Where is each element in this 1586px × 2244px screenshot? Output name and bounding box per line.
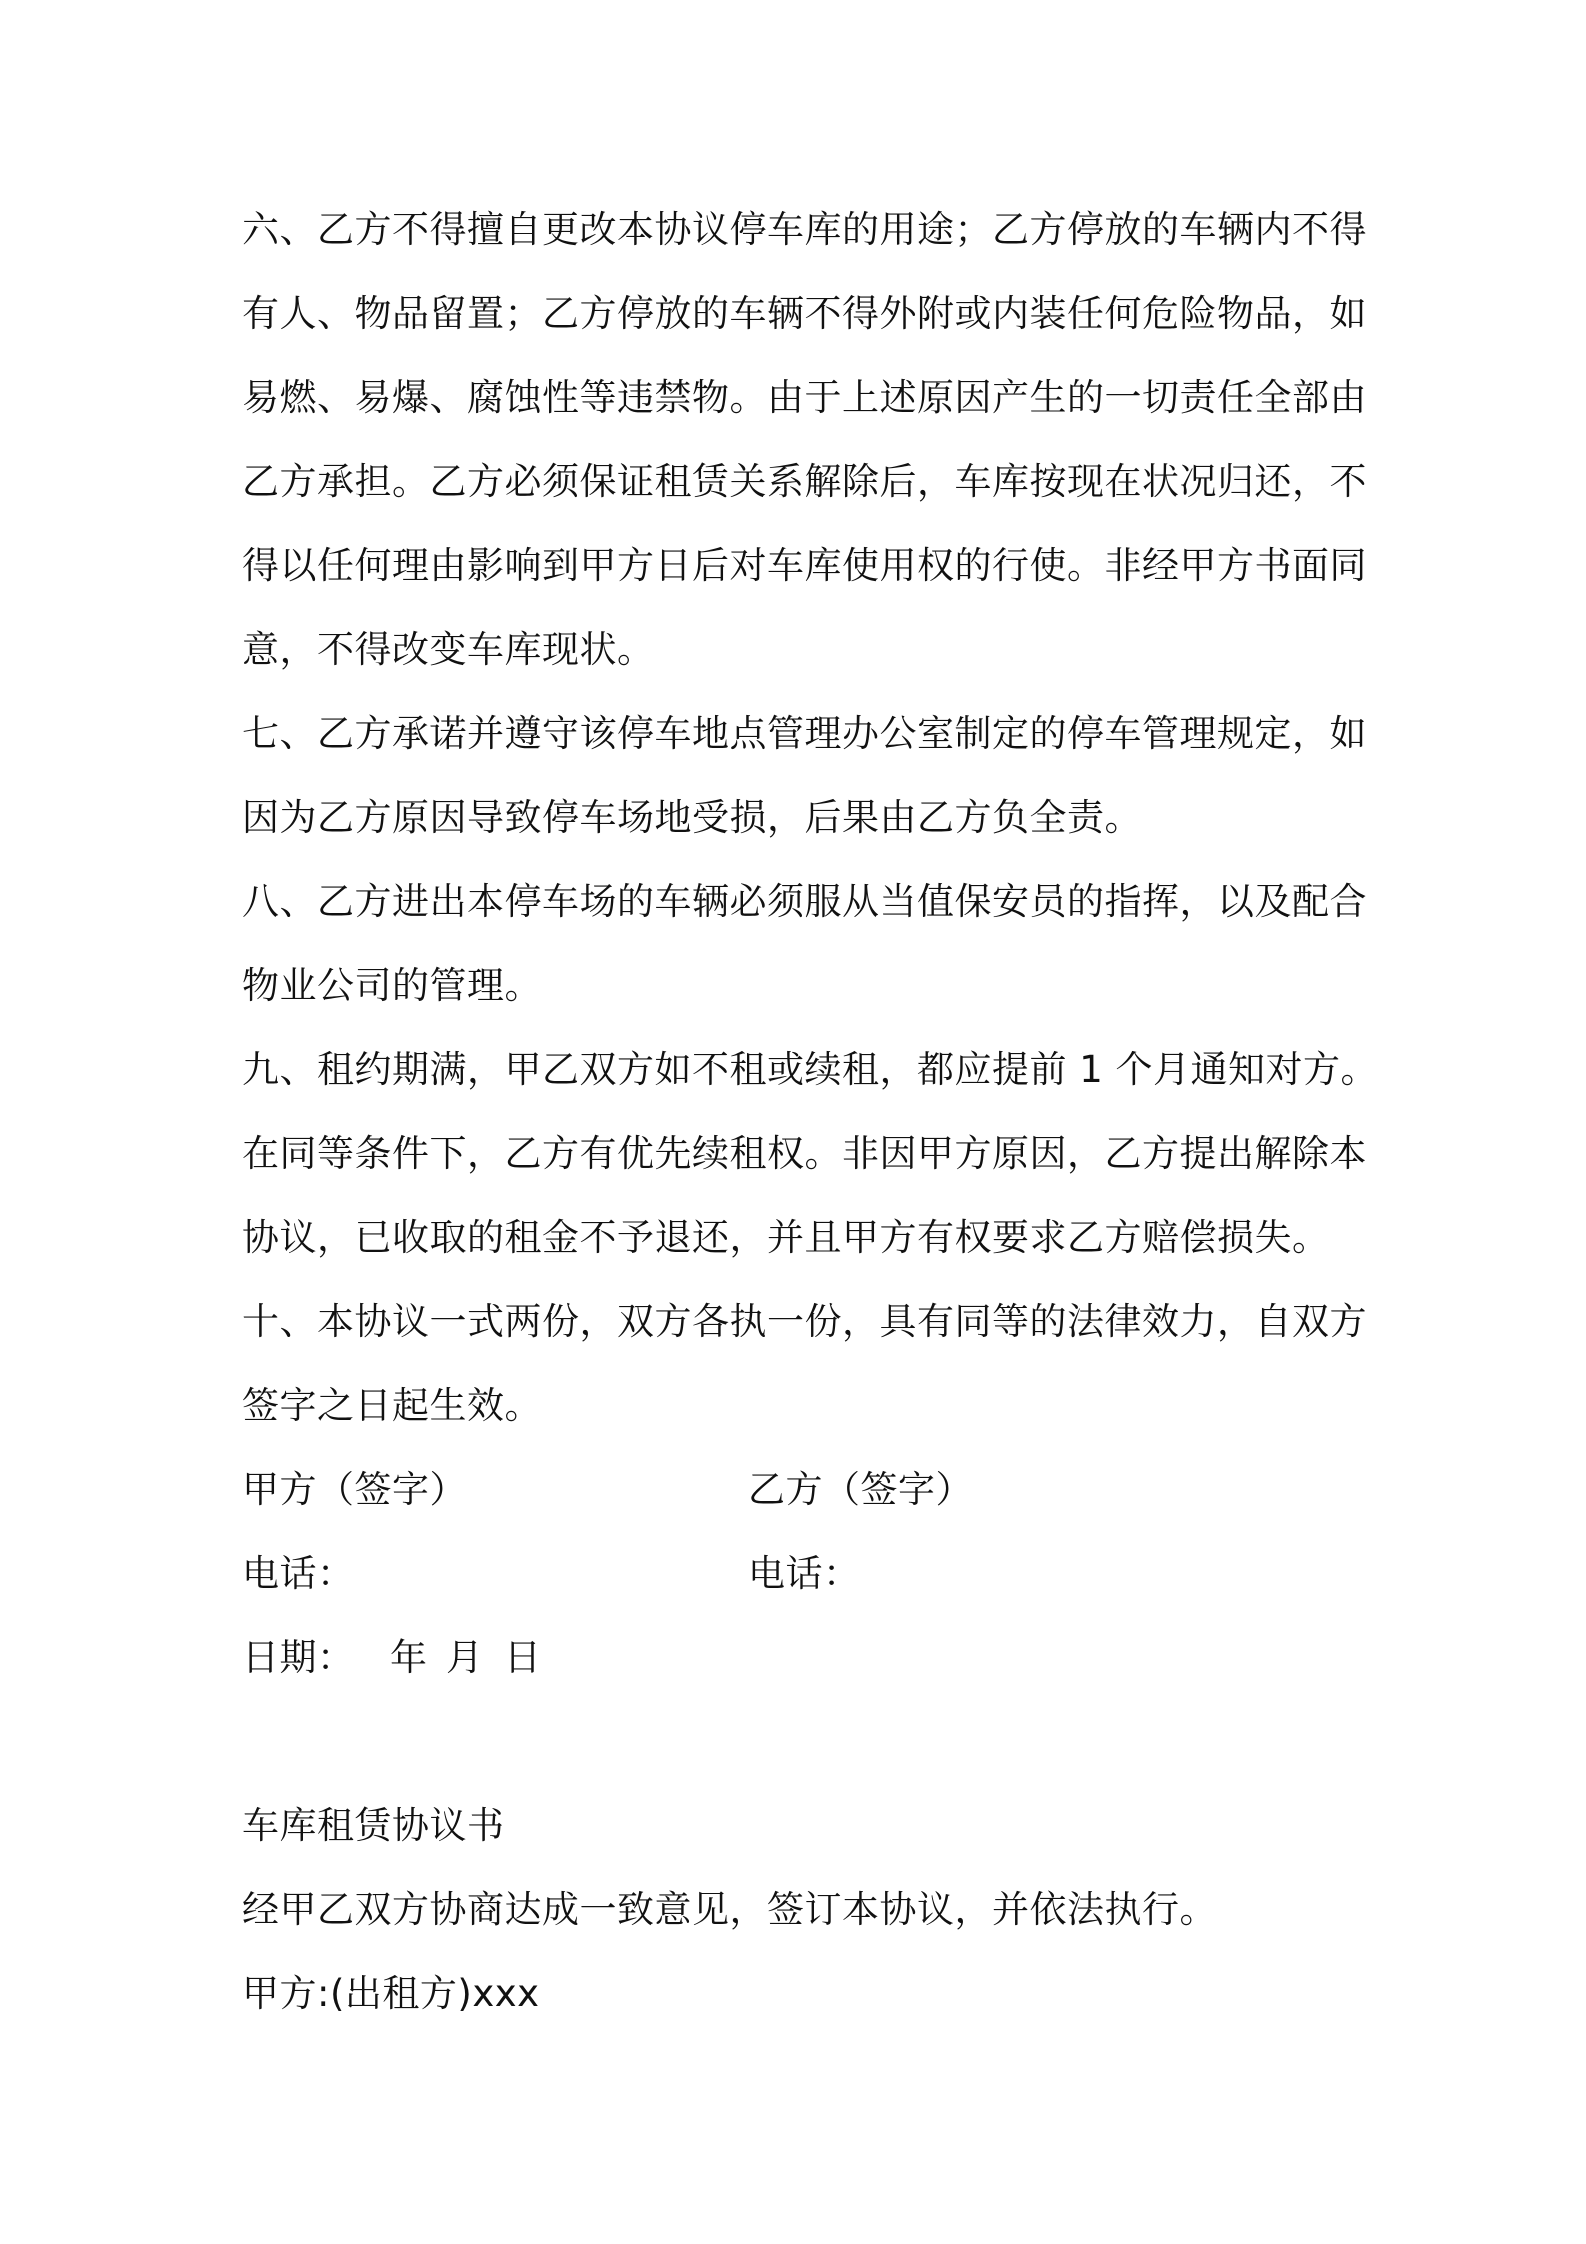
party-b-phone-label: 电话： [748, 1552, 861, 1595]
date-day-label: 日 [504, 1636, 542, 1679]
clause-6-line-6: 意，不得改变车库现状。 [242, 628, 655, 671]
clause-6-line-3: 易燃、易爆、腐蚀性等违禁物。由于上述原因产生的一切责任全部由 [242, 376, 1367, 419]
party-a-signature-label: 甲方（签字） [242, 1468, 467, 1511]
party-a-phone-label: 电话： [242, 1552, 355, 1595]
clause-10-line-1: 十、本协议一式两份，双方各执一份，具有同等的法律效力，自双方 [242, 1300, 1367, 1343]
clause-6-line-2: 有人、物品留置；乙方停放的车辆不得外附或内装任何危险物品，如 [242, 292, 1367, 335]
clause-6-line-1: 六、乙方不得擅自更改本协议停车库的用途；乙方停放的车辆内不得 [242, 208, 1367, 251]
party-b-signature-label: 乙方（签字） [748, 1468, 973, 1511]
clause-6-line-5: 得以任何理由影响到甲方日后对车库使用权的行使。非经甲方书面同 [242, 544, 1367, 587]
party-a-lessor-line: 甲方:(出租方)xxx [242, 1972, 540, 2015]
date-label: 日期： [242, 1636, 355, 1679]
clause-9-line-2: 在同等条件下，乙方有优先续租权。非因甲方原因，乙方提出解除本 [242, 1132, 1367, 1175]
clause-9-line-3: 协议，已收取的租金不予退还，并且甲方有权要求乙方赔偿损失。 [242, 1216, 1330, 1259]
clause-10-line-2: 签字之日起生效。 [242, 1384, 542, 1427]
date-year-label: 年 [390, 1636, 428, 1679]
clause-7-line-2: 因为乙方原因导致停车场地受损，后果由乙方负全责。 [242, 796, 1142, 839]
clause-7-line-1: 七、乙方承诺并遵守该停车地点管理办公室制定的停车管理规定，如 [242, 712, 1367, 755]
clause-9-line-1: 九、租约期满，甲乙双方如不租或续租，都应提前 1 个月通知对方。 [242, 1048, 1379, 1091]
document-page [242, 0, 1379, 2244]
date-month-label: 月 [446, 1636, 484, 1679]
clause-6-line-4: 乙方承担。乙方必须保证租赁关系解除后，车库按现在状况归还，不 [242, 460, 1367, 503]
clause-8-line-2: 物业公司的管理。 [242, 964, 542, 1007]
clause-8-line-1: 八、乙方进出本停车场的车辆必须服从当值保安员的指挥，以及配合 [242, 880, 1367, 923]
document-title: 车库租赁协议书 [242, 1804, 505, 1847]
intro-paragraph: 经甲乙双方协商达成一致意见，签订本协议，并依法执行。 [242, 1888, 1217, 1931]
